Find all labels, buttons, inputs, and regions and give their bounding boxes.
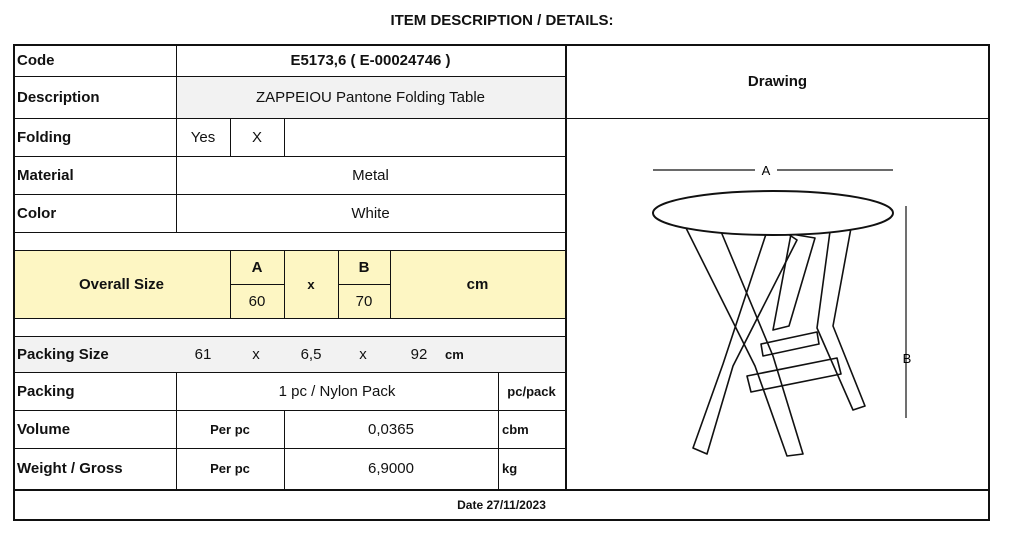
dim-b-header: B	[358, 258, 370, 276]
volume-unit: cbm	[502, 421, 529, 437]
drawing-title: Drawing	[747, 72, 808, 90]
packing-dim-1: 61	[194, 345, 212, 363]
color-label: Color	[17, 204, 57, 222]
volume-per: Per pc	[210, 421, 250, 437]
packing-value: 1 pc / Nylon Pack	[278, 382, 396, 400]
code-label: Code	[17, 51, 55, 69]
weight-unit: kg	[502, 461, 518, 476]
material-label: Material	[17, 166, 74, 184]
packing-dim-2: 6,5	[300, 345, 322, 363]
volume-label: Volume	[17, 420, 71, 438]
folding-yes: Yes	[190, 128, 216, 146]
page-title: ITEM DESCRIPTION / DETAILS:	[390, 12, 614, 29]
packing-size-unit: cm	[445, 346, 464, 362]
dim-b-value: 70	[355, 292, 373, 310]
volume-value: 0,0365	[368, 420, 414, 438]
weight-per: Per pc	[210, 461, 250, 476]
packing-size-label: Packing Size	[17, 345, 109, 363]
overall-size-unit: cm	[466, 275, 489, 293]
packing-x-1: x	[252, 345, 260, 363]
description-value: ZAPPEIOU Pantone Folding Table	[255, 88, 486, 106]
date-stamp: Date 27/11/2023	[457, 498, 546, 512]
folding-label: Folding	[17, 128, 72, 146]
weight-value: 6,9000	[368, 460, 414, 477]
packing-label: Packing	[17, 382, 75, 400]
dim-x: x	[307, 276, 315, 292]
folding-mark: X	[251, 128, 262, 146]
material-value: Metal	[352, 166, 389, 184]
weight-label: Weight / Gross	[17, 460, 123, 477]
packing-x-2: x	[359, 345, 367, 363]
sheet-border	[13, 44, 990, 521]
dim-b-letter-visible: B	[902, 351, 912, 366]
packing-dim-3: 92	[410, 345, 428, 363]
dim-a-header: A	[251, 258, 263, 276]
dim-a-value: 60	[248, 292, 266, 310]
packing-unit: pc/pack	[507, 383, 556, 399]
description-label: Description	[17, 88, 100, 106]
overall-size-label: Overall Size	[78, 275, 165, 293]
code-value: E5173,6 ( E-00024746 )	[290, 51, 451, 69]
spec-sheet	[13, 44, 990, 521]
dim-a-letter: A	[761, 163, 771, 178]
color-value: White	[351, 204, 390, 222]
